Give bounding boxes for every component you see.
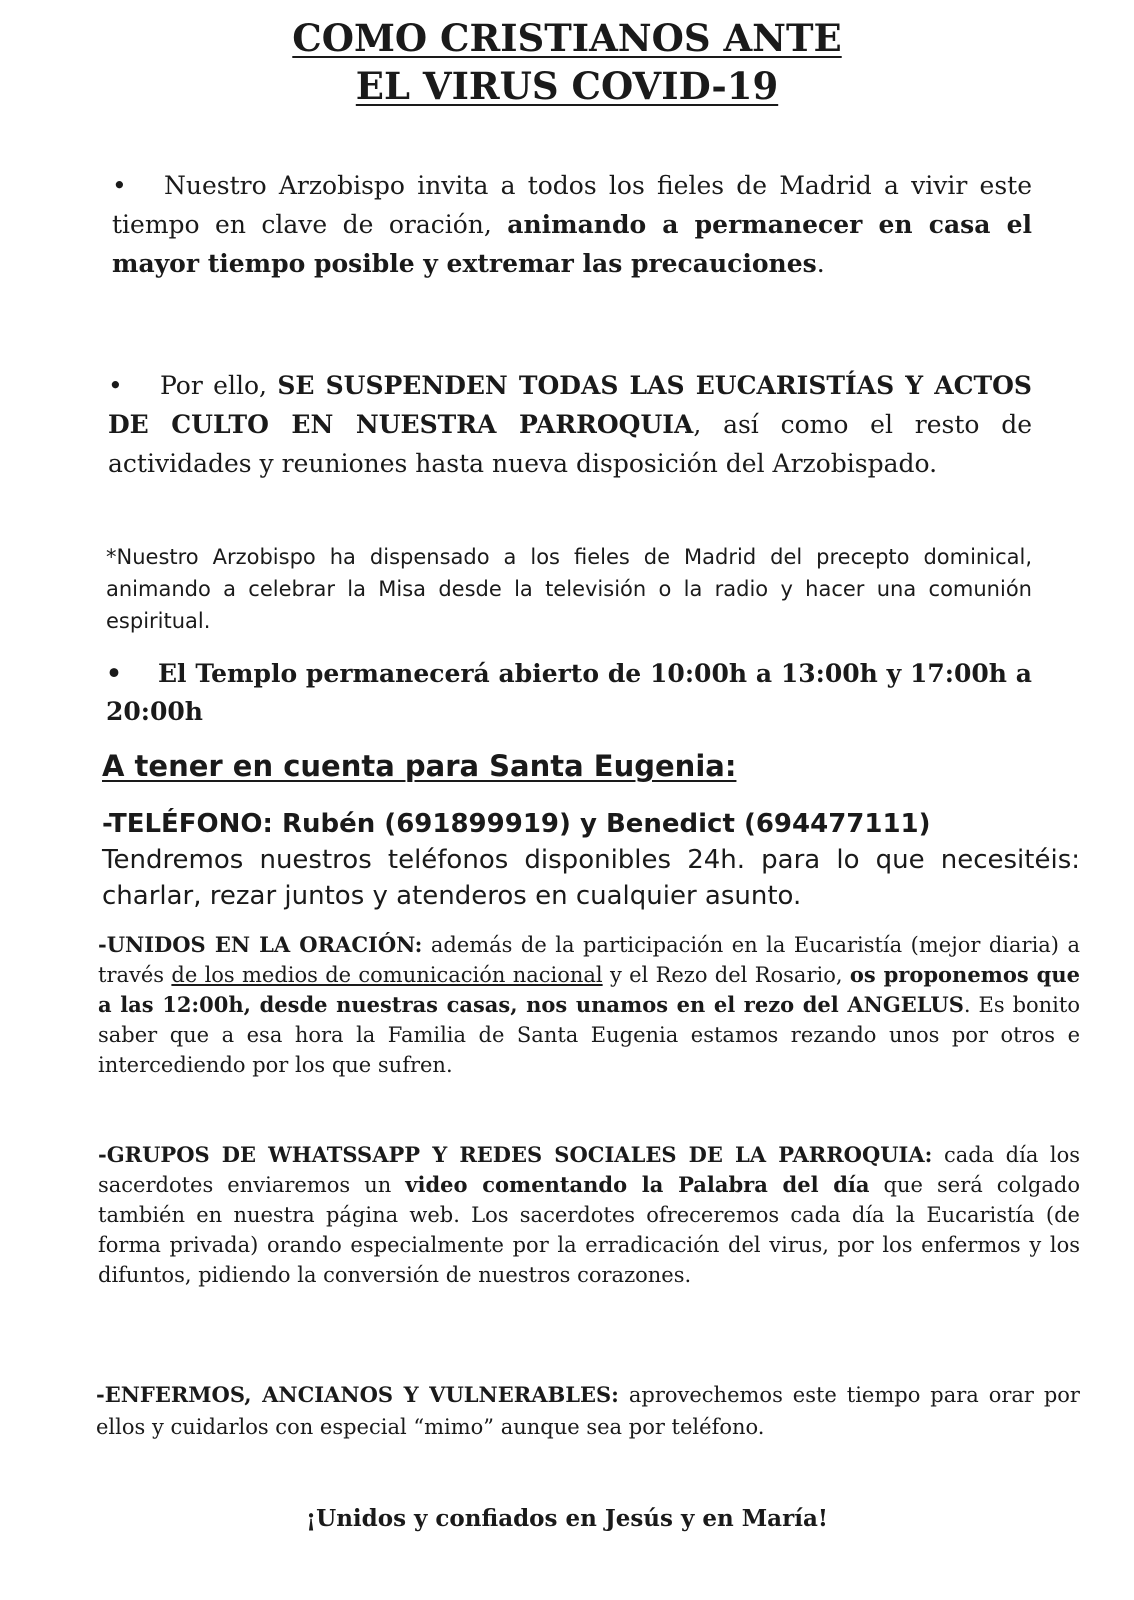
item3-text: El Templo permanecerá abierto de 10:00h a 13:00h y 17:00h a 20:00h (106, 659, 1032, 726)
paragraph-archbishop-invitation (112, 166, 1032, 283)
santa-eugenia-heading-text: A tener en cuenta para Santa Eugenia: (102, 749, 737, 783)
item2-lead: Por ello, (160, 371, 267, 400)
oracion-text-2: y el Rezo del Rosario, (609, 963, 843, 987)
section-grupos (98, 1140, 1080, 1290)
oracion-text-3: . Es bonito saber que a esa hora la Familia de Santa Eugenia estamos rezando unos por otros e intercediendo por los que sufren. (98, 993, 1080, 1077)
title-line-2: EL VIRUS COVID-19 (355, 64, 779, 108)
item1-end: . (816, 249, 825, 278)
section-telefono (102, 806, 1080, 914)
grupos-bold: video comentando la Palabra del día (405, 1172, 870, 1197)
paragraph-opening-hours (106, 655, 1032, 731)
item2-rest: , así como el resto de actividades y reuniones hasta nueva disposición del Arzobispado. (108, 410, 1033, 478)
oracion-heading: -UNIDOS EN LA ORACIÓN: (98, 932, 423, 957)
section-enfermos (96, 1379, 1080, 1443)
oracion-bold: os proponemos que a las 12:00h, desde nuestras casas, nos unamos en el rezo del ANGELUS (98, 962, 1080, 1017)
grupos-heading: -GRUPOS DE WHATSSAPP Y REDES SOCIALES DE LA PARROQUIA: (98, 1142, 933, 1167)
item1-text: Nuestro Arzobispo invita a todos los fieles de Madrid a vivir este tiempo en clave de oración, (112, 171, 1032, 239)
bullet-icon: • (106, 659, 122, 688)
grupos-text-2: que será colgado también en nuestra página web. Los sacerdotes ofreceremos cada día la Eucaristía (de forma privada) orando especialmente por la erradicación del virus, por los enfermos y los difuntos, pidiendo la conversión de nuestros corazones. (98, 1173, 1080, 1287)
bullet-icon: • (108, 371, 123, 400)
bullet-icon: • (112, 171, 127, 200)
item2-bold: SE SUSPENDEN TODAS LAS EUCARISTÍAS Y ACTOS DE CULTO EN NUESTRA PARROQUIA (108, 371, 1032, 439)
paragraph-suspension (108, 366, 1032, 483)
santa-eugenia-heading (102, 748, 736, 784)
grupos-text-1: cada día los sacerdotes enviaremos un (98, 1143, 1080, 1197)
oracion-text-1: además de la participación en la Eucaristía (mejor diaria) a través (98, 933, 1080, 987)
enfermos-heading: -ENFERMOS, ANCIANOS Y VULNERABLES: (96, 1382, 619, 1407)
telefono-heading: -TELÉFONO: Rubén (691899919) y Benedict (694477111) (102, 809, 931, 839)
enfermos-text: aprovechemos este tiempo para orar por ellos y cuidarlos con especial “mimo” aunque sea por teléfono. (96, 1383, 1080, 1439)
item1-bold: animando a permanecer en casa el mayor tiempo posible y extremar las precauciones (112, 210, 1033, 278)
telefono-text: Tendremos nuestros teléfonos disponibles 24h. para lo que necesitéis: charlar, rezar juntos y atenderos en cualquier asunto. (102, 845, 1080, 911)
closing-line: ¡Unidos y confiados en Jesús y en María! (306, 1505, 828, 1532)
title-line-1: COMO CRISTIANOS ANTE (292, 16, 842, 60)
dispensation-note: *Nuestro Arzobispo ha dispensado a los fieles de Madrid del precepto dominical, animando a celebrar la Misa desde la televisión o la radio y hacer una comunión espiritual. (106, 545, 1032, 633)
page-title (0, 14, 1134, 110)
oracion-underlined: de los medios de comunicación nacional (171, 963, 603, 987)
section-oracion (98, 930, 1080, 1080)
